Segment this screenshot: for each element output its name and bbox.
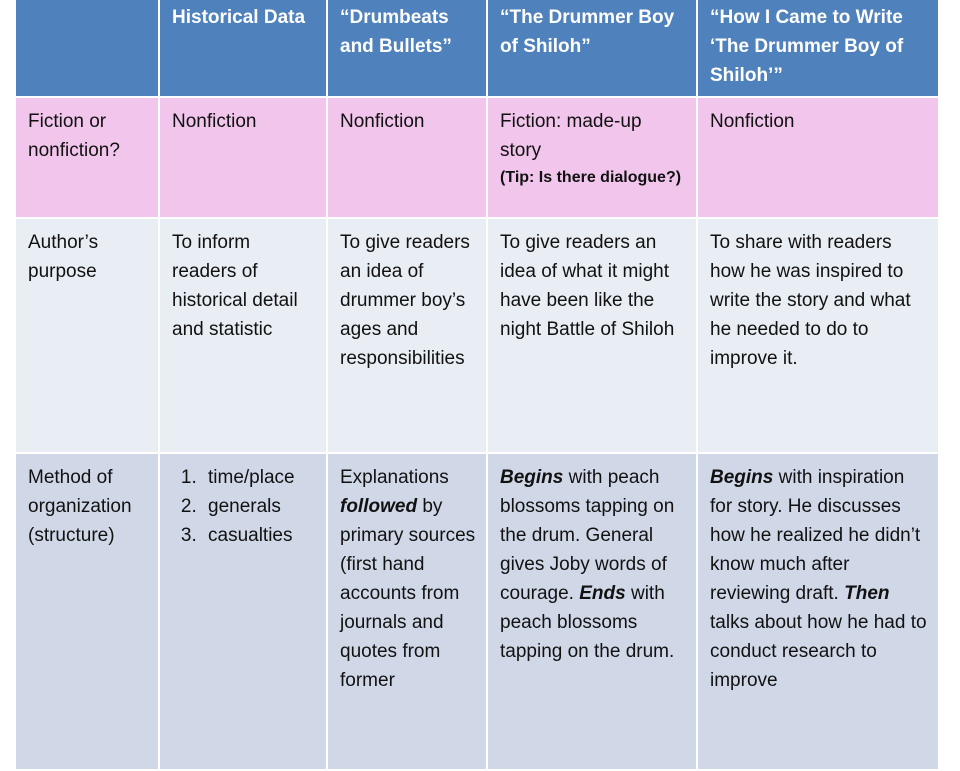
drummer-boy-text-a: with peach blossoms tapping on the drum. General gives Joby words of courage. — [500, 467, 675, 604]
cell-organization-how-i-came — [697, 453, 939, 770]
cell-purpose-drumbeats: To give readers an idea of drummer boy’s ages and responsibilities — [327, 218, 487, 453]
comparison-table — [14, 0, 940, 771]
organization-list — [172, 463, 316, 550]
cell-purpose-how-i-came: To share with readers how he was inspired to write the story and what he needed to do to improve it. — [697, 218, 939, 453]
how-i-came-text-b: talks about how he had to conduct research to improve — [710, 612, 927, 691]
cell-purpose-historical: To inform readers of historical detail and statistic — [159, 218, 327, 453]
drummer-boy-emphasis-begins: Begins — [500, 467, 564, 488]
how-i-came-text-a: with inspiration for story. He discusses how he realized he didn’t know much after reviewing draft. — [710, 467, 921, 604]
list-item: 3. casualties — [202, 521, 316, 550]
list-item: 2. generals — [202, 492, 316, 521]
drummer-boy-text-b: with peach blossoms tapping on the drum. — [500, 583, 675, 662]
header-row — [15, 0, 939, 97]
drummer-boy-emphasis-ends: Ends — [579, 583, 626, 604]
header-how-i-came-to-write: “How I Came to Write ‘The Drummer Boy of Shiloh’” — [697, 0, 939, 97]
cell-fiction-historical: Nonfiction — [159, 97, 327, 218]
header-drummer-boy-of-shiloh: “The Drummer Boy of Shiloh” — [487, 0, 697, 97]
purpose-row — [15, 218, 939, 453]
header-historical-data: Historical Data — [159, 0, 327, 97]
fiction-row — [15, 97, 939, 218]
cell-purpose-drummer-boy: To give readers an idea of what it might have been like the night Battle of Shiloh — [487, 218, 697, 453]
drumbeats-text-a: Explanations — [340, 467, 449, 488]
cell-organization-drummer-boy — [487, 453, 697, 770]
cell-fiction-drumbeats: Nonfiction — [327, 97, 487, 218]
cell-organization-drumbeats — [327, 453, 487, 770]
fiction-tip-text: (Tip: Is there dialogue?) — [500, 169, 682, 186]
how-i-came-emphasis-then: Then — [844, 583, 890, 604]
row-label-fiction: Fiction or nonfiction? — [15, 97, 159, 218]
header-drumbeats-and-bullets: “Drumbeats and Bullets” — [327, 0, 487, 97]
how-i-came-emphasis-begins: Begins — [710, 467, 774, 488]
fiction-drummer-boy-text: Fiction: made-up story — [500, 111, 642, 161]
cell-fiction-drummer-boy — [487, 97, 697, 218]
header-corner-cell — [15, 0, 159, 97]
row-label-organization: Method of organization (structure) — [15, 453, 159, 770]
row-label-purpose: Author’s purpose — [15, 218, 159, 453]
organization-row — [15, 453, 939, 770]
drumbeats-emphasis: followed — [340, 496, 418, 517]
cell-organization-historical — [159, 453, 327, 770]
list-item: 1. time/place — [202, 463, 316, 492]
cell-fiction-how-i-came: Nonfiction — [697, 97, 939, 218]
drumbeats-text-b: by primary sources (first hand accounts from journals and quotes from former — [340, 496, 476, 691]
